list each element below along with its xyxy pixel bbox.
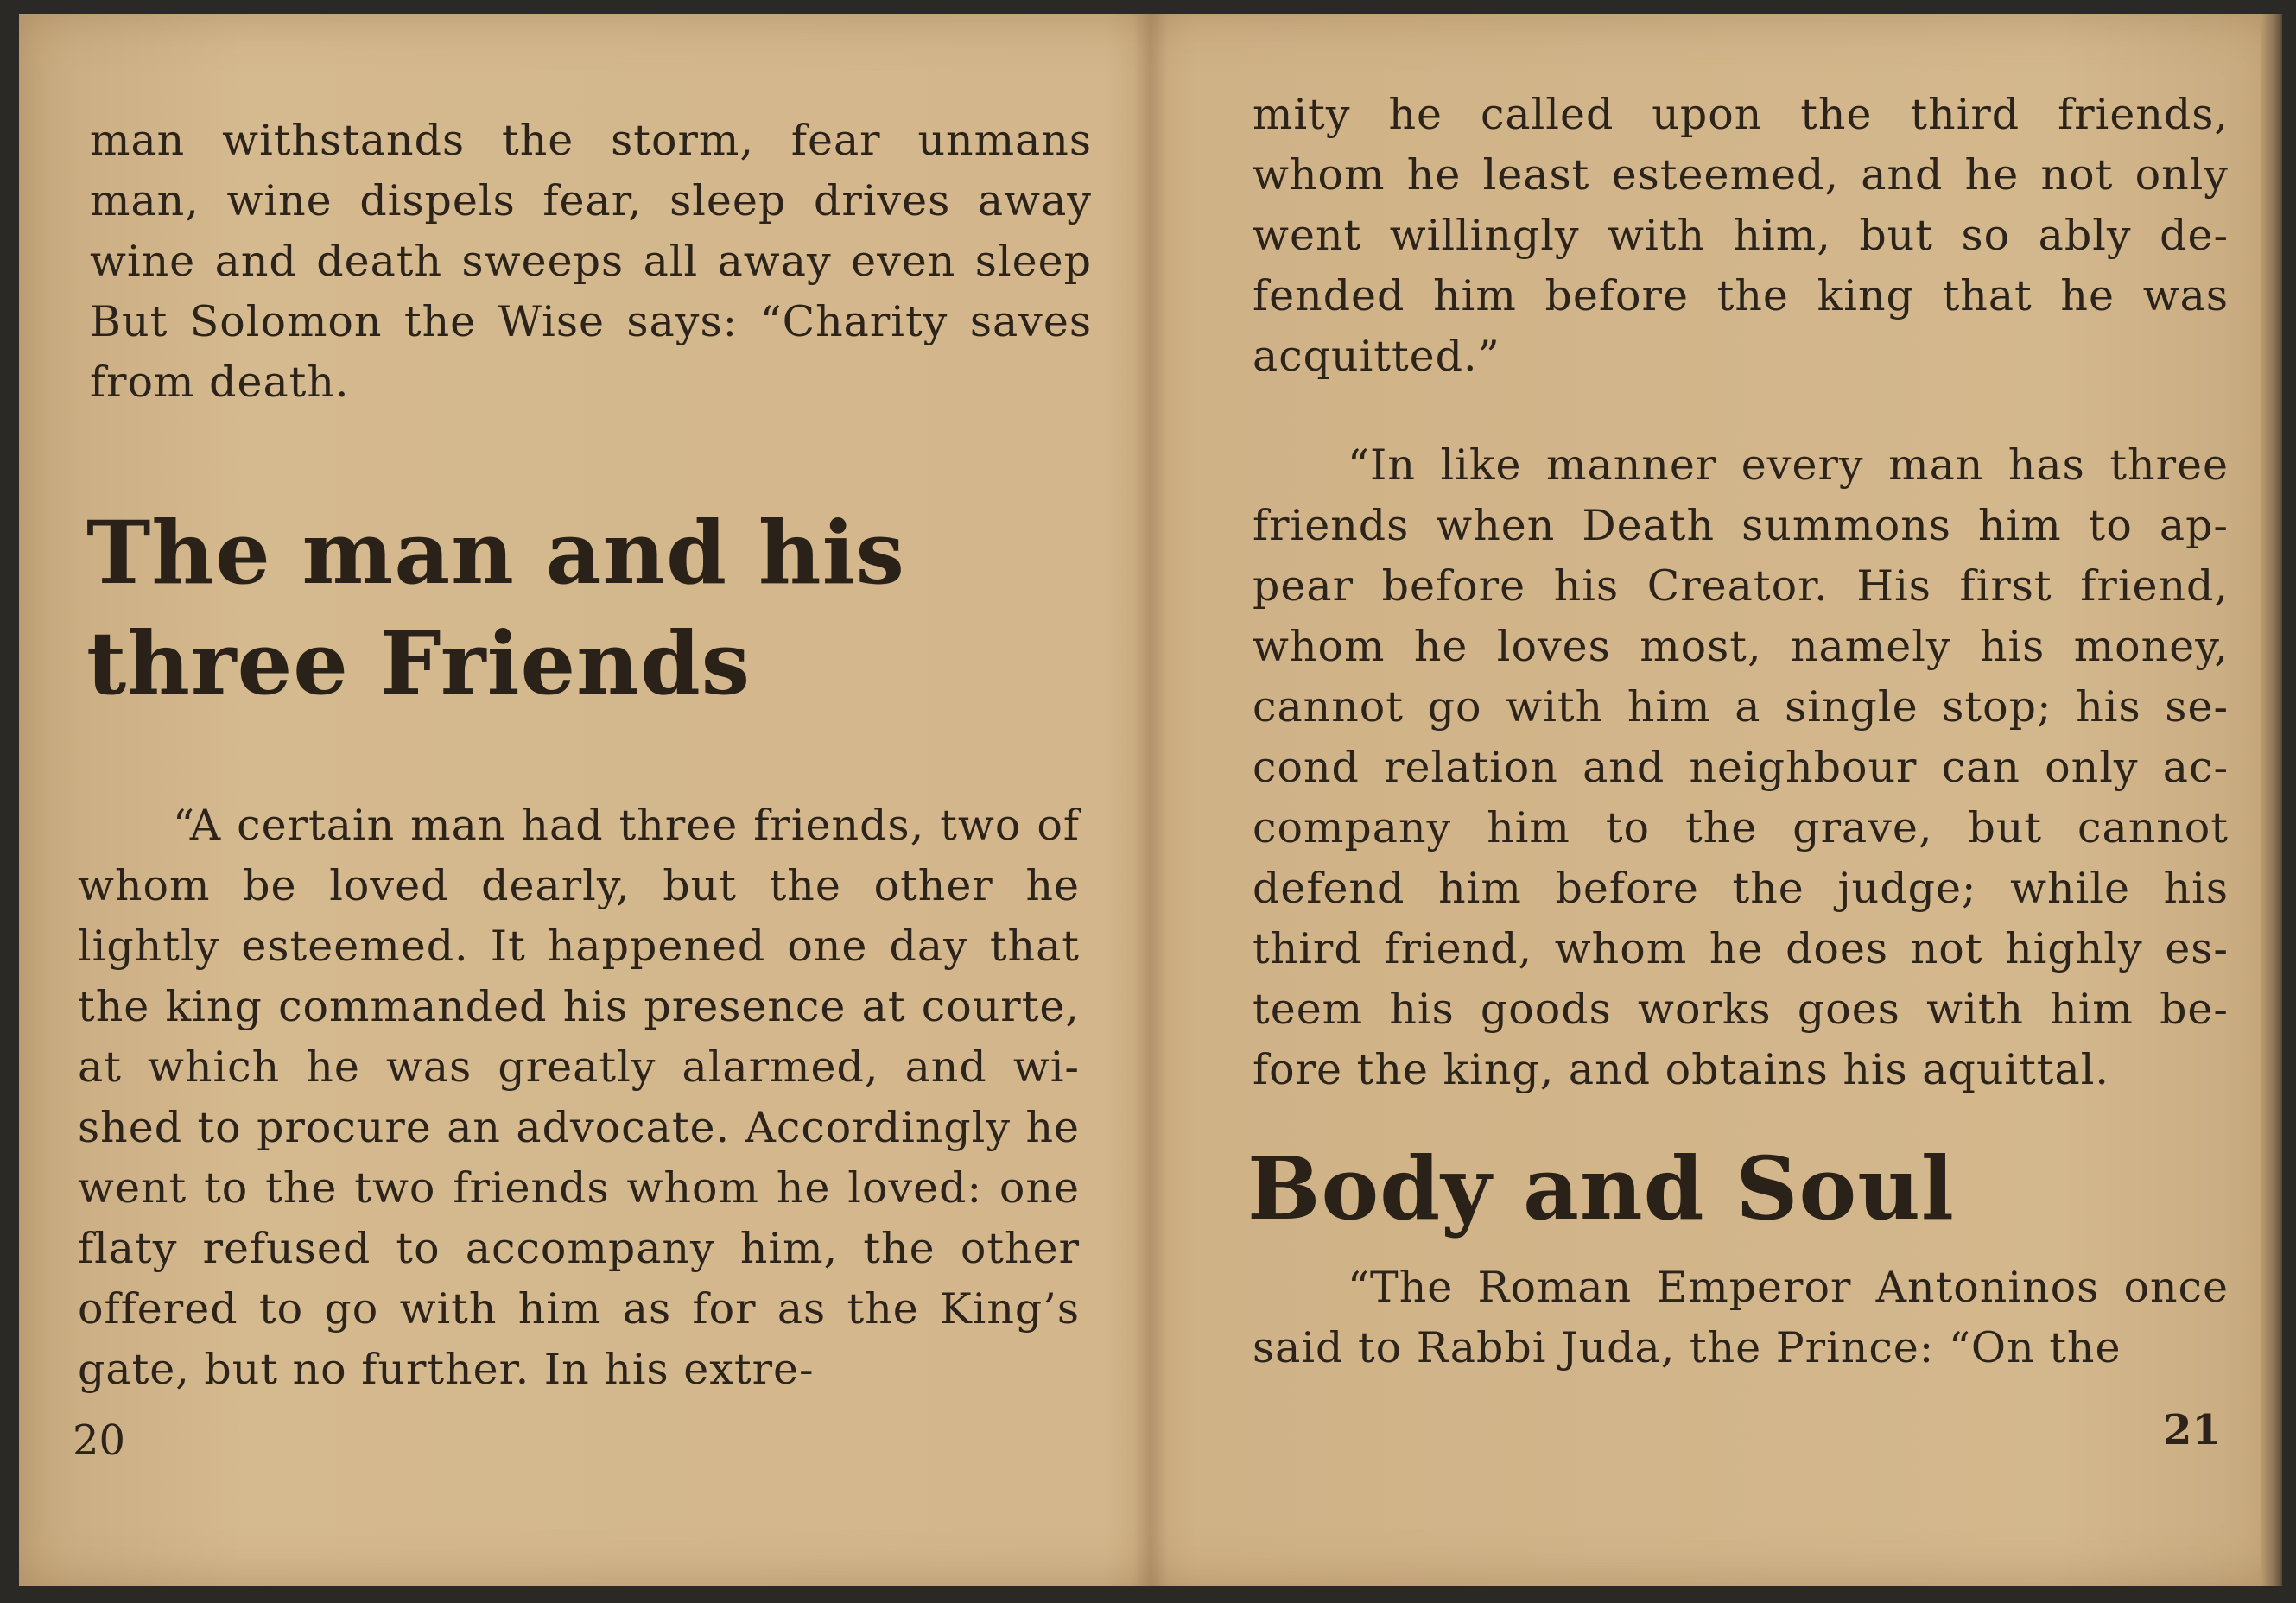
page-number-right: 21	[2163, 1406, 2221, 1454]
story-title-line-2: three Friends	[86, 612, 752, 714]
page-number-left: 20	[73, 1416, 126, 1465]
left-page	[19, 14, 1142, 1586]
section-title-body-and-soul: Body and Soul	[1247, 1137, 1955, 1239]
left-paragraph-continued: man withstands the storm, fear unmans man, wine dispels fear, sleep drives away wine and death sweeps all away even sleep But Solomon the Wise says: “Charity saves from death.	[90, 116, 1092, 407]
right-paragraph-body-and-soul: “The Roman Emperor Antoninos once said to Rabbi Juda, the Prince: “On the	[1253, 1263, 2229, 1372]
right-page	[1168, 14, 2265, 1586]
left-paragraph-story: “A certain man had three friends, two of whom be loved dearly, but the other he lightly esteemed. It happened one day that the king commanded his presence at courte, at which he was greatly alarmed, and wi-shed to procure an advocate. Accordingly he went to the two friends whom he loved: one flaty refused to accompany him, the other offered to go with him as for as the King’s gate, but no further. In his extre-	[78, 801, 1080, 1394]
right-paragraph-continued: mity he called upon the third friends, whom he least esteemed, and he not only went willingly with him, but so ably de-fended him before the king that he was acquitted.”	[1253, 90, 2229, 381]
right-paragraph-moral: “In like manner every man has three friends when Death summons him to ap-pear before his Creator. His first friend, whom he loves most, namely his money, cannot go with him a single stop; his se-cond relation and neighbour can only ac-company him to the grave, but cannot defend him before the judge; while his third friend, whom he does not highly es-teem his goods works goes with him be-fore the king, and obtains his aquittal.	[1253, 440, 2229, 1094]
story-title-line-1: The man and his	[86, 502, 905, 604]
open-book-spread	[19, 14, 2282, 1586]
